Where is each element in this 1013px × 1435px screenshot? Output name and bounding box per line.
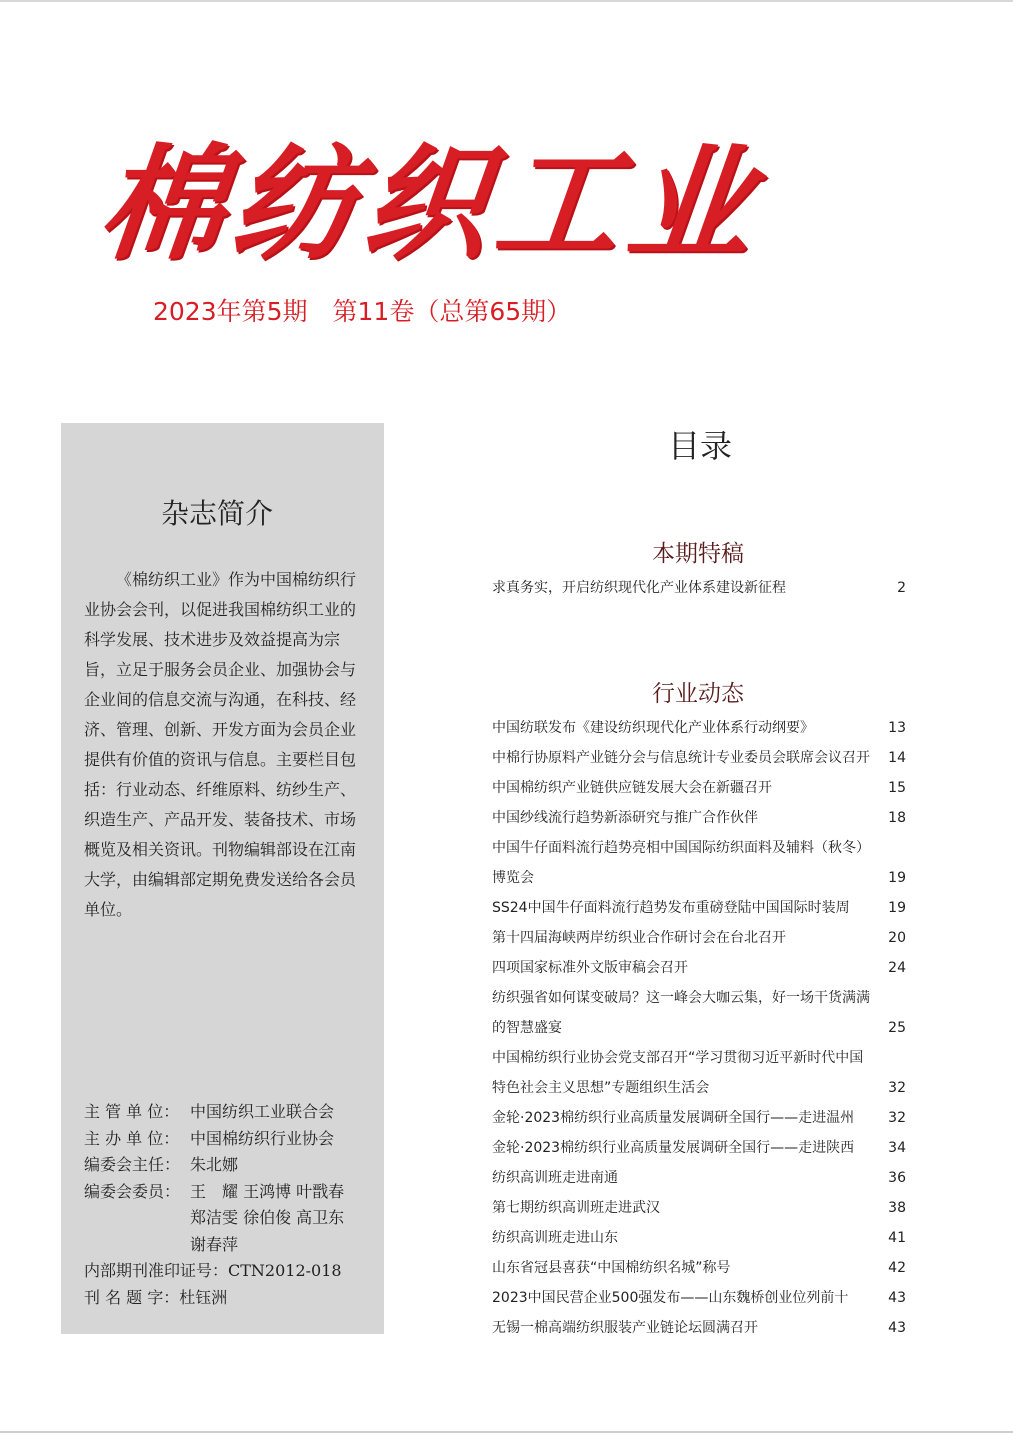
toc-entry[interactable]: [492, 1253, 906, 1283]
toc-entry-page: 43: [888, 1320, 906, 1336]
editorial-board: [84, 1099, 374, 1311]
members-line: 王 耀 王鸿博 叶戬春: [190, 1181, 345, 1201]
toc-entry[interactable]: [492, 983, 906, 1013]
toc-entry-title: 金轮·2023棉纺织行业高质量发展调研全国行——走进温州: [492, 1110, 855, 1126]
toc-entry-page: 38: [888, 1200, 906, 1216]
sponsor-value: 中国纺织工业联合会: [190, 1102, 335, 1121]
toc-entry-title: 纺织高训班走进山东: [492, 1230, 618, 1246]
toc-entry-title: 求真务实，开启纺织现代化产业体系建设新征程: [492, 580, 786, 596]
toc-entry-title: 中国牛仔面料流行趋势亮相中国国际纺织面料及辅料（秋冬）: [492, 840, 870, 856]
toc-entry-title: 纺织强省如何谋变破局？这一峰会大咖云集，好一场干货满满: [492, 990, 870, 1006]
toc-entry-page: 41: [888, 1230, 906, 1246]
toc-entry[interactable]: [492, 713, 906, 743]
toc-entry[interactable]: [492, 743, 906, 773]
members-row: [84, 1179, 374, 1206]
toc-entry[interactable]: [492, 1163, 906, 1193]
toc-entry[interactable]: [492, 923, 906, 953]
toc-entry[interactable]: [492, 573, 906, 603]
director-label: 编委会主任：: [84, 1155, 181, 1174]
sponsor-row: [84, 1099, 374, 1126]
organizer-value: 中国棉纺织行业协会: [190, 1128, 335, 1148]
toc-entry-title: 金轮·2023棉纺织行业高质量发展调研全国行——走进陕西: [492, 1140, 855, 1156]
toc-entry-title: 博览会: [492, 870, 534, 886]
toc-entry-title: 中国棉纺织行业协会党支部召开“学习贯彻习近平新时代中国: [492, 1050, 864, 1066]
toc-entry-page: 43: [888, 1290, 906, 1306]
toc-entry[interactable]: [492, 1193, 906, 1223]
organizer-row: [84, 1126, 374, 1153]
toc-entry-title: 中国纺联发布《建设纺织现代化产业体系行动纲要》: [492, 720, 814, 736]
intro-body: 《棉纺织工业》作为中国棉纺织行业协会会刊，以促进我国棉纺织工业的科学发展、技术进步及效益提高为宗旨，立足于服务会员企业、加强协会与企业间的信息交流与沟通，在科技、经济、管理、创新、开发方面为会员企业提供有价值的资讯与信息。主要栏目包括：行业动态、纤维原料、纺纱生产、织造生产、产品开发、装备技术、市场概览及相关资讯。刊物编辑部设在江南大学，由编辑部定期免费发送给各会员单位。: [84, 570, 357, 919]
toc-entry[interactable]: [492, 863, 906, 893]
toc-entry-title: 中国棉纺织产业链供应链发展大会在新疆召开: [492, 780, 772, 796]
toc-entry-title: 特色社会主义思想”专题组织生活会: [492, 1080, 710, 1096]
toc-entry-page: 34: [888, 1140, 906, 1156]
toc-entry-title: SS24中国牛仔面料流行趋势发布重磅登陆中国国际时装周: [492, 900, 850, 916]
toc-entry-title: 2023中国民营企业500强发布——山东魏桥创业位列前十: [492, 1290, 849, 1306]
toc-entry[interactable]: [492, 1013, 906, 1043]
sponsor-label: 主 管 单 位：: [84, 1102, 180, 1121]
members-value: [190, 1179, 374, 1206]
magazine-masthead: 棉纺织工业: [92, 132, 768, 277]
toc-entry-title: 四项国家标准外文版审稿会召开: [492, 960, 688, 976]
section-heading-news: 行业动态: [652, 681, 744, 707]
toc-entry-page: 2: [897, 580, 906, 596]
toc-entry[interactable]: [492, 1133, 906, 1163]
members-label: 编委会委员：: [84, 1181, 181, 1201]
toc-entry[interactable]: [492, 833, 906, 863]
toc-entry-page: 13: [888, 720, 906, 736]
toc-entry-title: 山东省冠县喜获“中国棉纺织名城”称号: [492, 1260, 731, 1276]
toc-entry-title: 的智慧盛宴: [492, 1020, 562, 1036]
members-continued: [84, 1205, 374, 1258]
section-heading-feature: 本期特稿: [652, 541, 744, 567]
toc-entry[interactable]: [492, 893, 906, 923]
toc-entry-page: 14: [888, 750, 906, 766]
feature-list: [492, 573, 906, 603]
toc-entry-title: 第七期纺织高训班走进武汉: [492, 1200, 660, 1216]
toc-entry[interactable]: [492, 1043, 906, 1073]
toc-entry-page: 24: [888, 960, 906, 976]
toc-entry-page: 25: [888, 1020, 906, 1036]
toc-entry[interactable]: [492, 1283, 906, 1313]
toc-title: 目录: [667, 427, 732, 465]
director-value: 朱北娜: [190, 1155, 239, 1174]
toc-entry[interactable]: [492, 773, 906, 803]
license-number: 内部期刊准印证号：CTN2012-018: [84, 1261, 342, 1280]
toc-entry[interactable]: [492, 1103, 906, 1133]
toc-entry[interactable]: [492, 1223, 906, 1253]
toc-entry-page: 32: [888, 1080, 906, 1096]
title-calligraphy-credit: 刊 名 题 字：杜钰洲: [84, 1287, 228, 1307]
intro-heading: 杂志简介: [160, 497, 273, 530]
members-line: 谢春萍: [190, 1234, 239, 1254]
toc-entry-title: 中棉行协原料产业链分会与信息统计专业委员会联席会议召开: [492, 750, 870, 766]
toc-entry-page: 15: [888, 780, 906, 796]
toc-entry[interactable]: [492, 1073, 906, 1103]
toc-entry[interactable]: [492, 953, 906, 983]
toc-entry-page: 32: [888, 1110, 906, 1126]
issue-info: 2023年第5期 第11卷（总第65期）: [153, 297, 572, 326]
toc-entry-title: 第十四届海峡两岸纺织业合作研讨会在台北召开: [492, 930, 786, 946]
organizer-label: 主 办 单 位：: [84, 1128, 180, 1148]
toc-entry-page: 20: [888, 930, 906, 946]
toc-entry[interactable]: [492, 803, 906, 833]
members-line: 郑洁雯 徐伯俊 高卫东: [190, 1208, 345, 1227]
toc-entry-title: 中国纱线流行趋势新添研究与推广合作伙伴: [492, 810, 758, 826]
toc-entry-page: 42: [888, 1260, 906, 1276]
toc-entry-page: 19: [888, 900, 906, 916]
toc-entry[interactable]: [492, 1313, 906, 1343]
toc-entry-title: 无锡一棉高端纺织服装产业链论坛圆满召开: [492, 1320, 758, 1336]
top-rule: [0, 0, 1013, 2]
toc-entry-title: 纺织高训班走进南通: [492, 1170, 618, 1186]
bottom-rule: [0, 1431, 1013, 1433]
toc-entry-page: 19: [888, 870, 906, 886]
toc-entry-page: 18: [888, 810, 906, 826]
toc-entry-page: 36: [888, 1170, 906, 1186]
news-list: [492, 713, 906, 1343]
director-row: [84, 1152, 374, 1179]
